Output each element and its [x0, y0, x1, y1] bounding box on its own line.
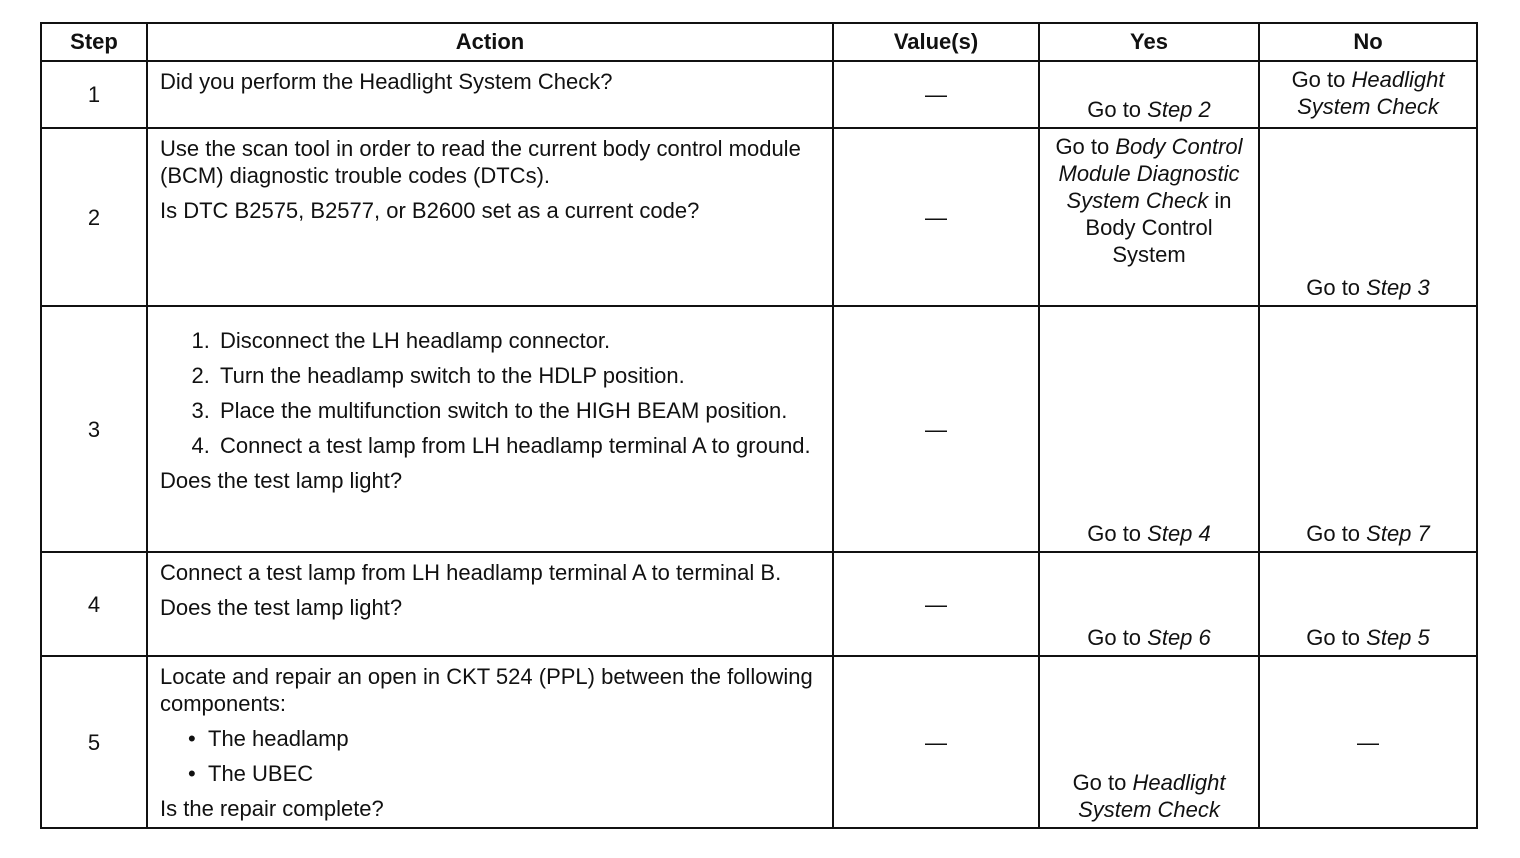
action-cell	[147, 128, 833, 306]
no-link[interactable]: Step 3	[1366, 275, 1430, 300]
header-values: Value(s)	[833, 23, 1039, 61]
procedure-step: 1. Disconnect the LH headlamp connector.	[216, 327, 818, 354]
action-question: Is the repair complete?	[160, 796, 384, 821]
action-cell	[147, 306, 833, 552]
action-cell	[147, 656, 833, 828]
table-header-row	[41, 23, 1477, 61]
action-text: Connect a test lamp from LH headlamp terminal A to terminal B.	[160, 560, 782, 585]
no-link[interactable]: Step 7	[1366, 521, 1430, 546]
value-cell: —	[833, 128, 1039, 306]
bullet-glyph: •	[188, 761, 196, 786]
table-row	[41, 656, 1477, 828]
bullet-glyph: •	[188, 726, 196, 751]
component-label: The UBEC	[208, 761, 314, 786]
yes-link[interactable]: Headlight System Check	[1078, 770, 1226, 822]
yes-suffix: in Body Control System	[1085, 188, 1232, 267]
yes-prefix: Go to	[1055, 134, 1116, 159]
action-question: Does the test lamp light?	[160, 468, 403, 493]
header-step: Step	[41, 23, 147, 61]
yes-cell	[1039, 552, 1259, 656]
action-text: Use the scan tool in order to read the current body control module (BCM) diagnostic trouble codes (DTCs).	[160, 136, 801, 188]
yes-prefix: Go to	[1072, 770, 1133, 795]
step-number: 2	[41, 128, 147, 306]
yes-cell	[1039, 128, 1259, 306]
list-item	[188, 760, 818, 787]
table-row	[41, 61, 1477, 128]
no-cell	[1259, 552, 1477, 656]
procedure-step: 3. Place the multifunction switch to the HIGH BEAM position.	[216, 397, 818, 424]
yes-link[interactable]: Step 2	[1147, 97, 1211, 122]
value-cell: —	[833, 552, 1039, 656]
yes-link[interactable]: Body Control Module Diagnostic System Check	[1058, 134, 1243, 213]
diagnostic-table	[40, 22, 1478, 829]
value-cell: —	[833, 656, 1039, 828]
no-cell: —	[1259, 656, 1477, 828]
action-question: Does the test lamp light?	[160, 595, 403, 620]
value-cell: —	[833, 306, 1039, 552]
value-cell: —	[833, 61, 1039, 128]
action-cell	[147, 61, 833, 128]
step-number: 4	[41, 552, 147, 656]
no-prefix: Go to	[1306, 521, 1367, 546]
procedure-step: 2. Turn the headlamp switch to the HDLP position.	[216, 362, 818, 389]
action-text: Did you perform the Headlight System Check?	[160, 69, 613, 94]
no-cell	[1259, 61, 1477, 128]
procedure-step: 4. Connect a test lamp from LH headlamp terminal A to ground.	[216, 432, 818, 459]
yes-link[interactable]: Step 4	[1147, 521, 1211, 546]
action-text: Locate and repair an open in CKT 524 (PPL) between the following components:	[160, 664, 813, 716]
no-prefix: Go to	[1306, 275, 1367, 300]
component-label: The headlamp	[208, 726, 349, 751]
yes-prefix: Go to	[1087, 521, 1148, 546]
yes-prefix: Go to	[1087, 625, 1148, 650]
table-row	[41, 306, 1477, 552]
no-cell	[1259, 306, 1477, 552]
yes-cell	[1039, 306, 1259, 552]
step-number: 3	[41, 306, 147, 552]
table-row	[41, 128, 1477, 306]
header-no: No	[1259, 23, 1477, 61]
yes-prefix: Go to	[1087, 97, 1148, 122]
yes-link[interactable]: Step 6	[1147, 625, 1211, 650]
action-question: Is DTC B2575, B2577, or B2600 set as a current code?	[160, 198, 700, 223]
no-link[interactable]: Step 5	[1366, 625, 1430, 650]
procedure-list	[160, 327, 818, 459]
action-cell	[147, 552, 833, 656]
no-cell	[1259, 128, 1477, 306]
header-action: Action	[147, 23, 833, 61]
no-prefix: Go to	[1306, 625, 1367, 650]
yes-cell	[1039, 61, 1259, 128]
no-prefix: Go to	[1291, 67, 1352, 92]
no-link[interactable]: Headlight System Check	[1297, 67, 1445, 119]
component-list	[160, 725, 818, 787]
yes-cell	[1039, 656, 1259, 828]
step-number: 5	[41, 656, 147, 828]
step-number: 1	[41, 61, 147, 128]
header-yes: Yes	[1039, 23, 1259, 61]
table-row	[41, 552, 1477, 656]
list-item	[188, 725, 818, 752]
